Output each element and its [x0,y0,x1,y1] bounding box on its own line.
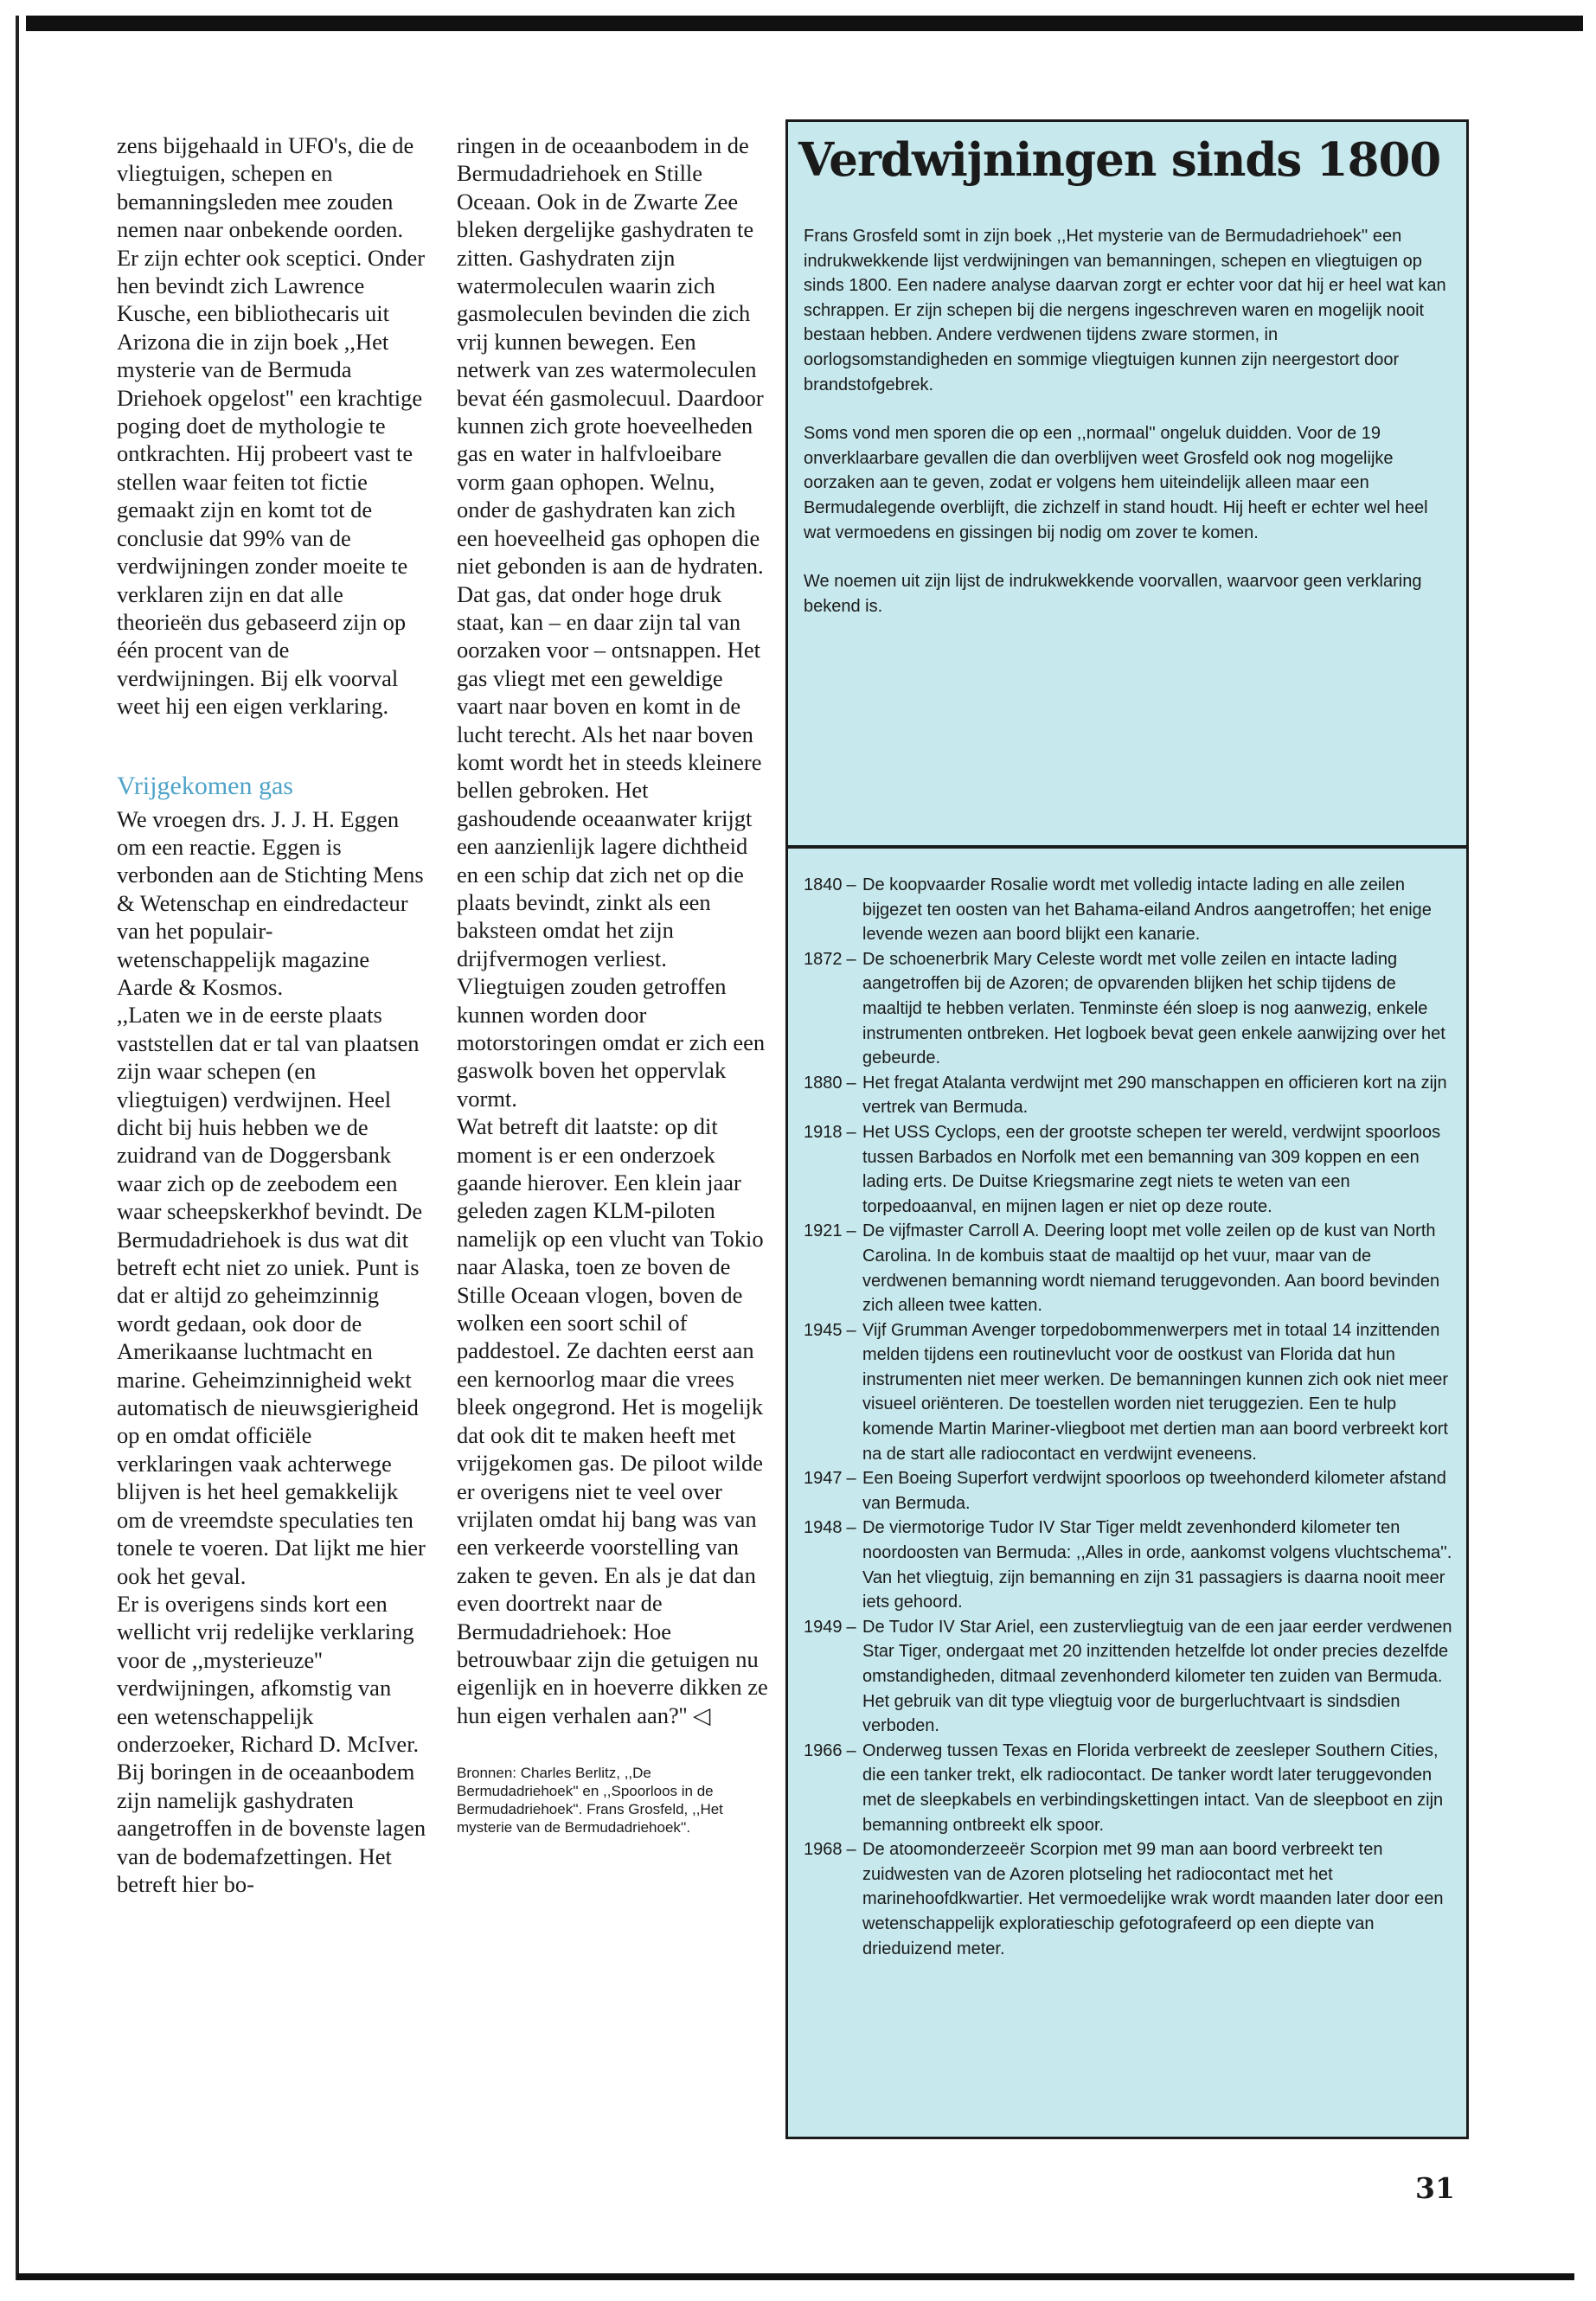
paragraph: ,,Laten we in de eerste plaats vaststellen dat er tal van plaatsen zijn waar schepen (en vliegtuigen) verdwijnen. Heel dicht bij huis hebben we de zuidrand van de Doggersbank waar zich op de zeebodem een waar scheepskerkhof bevindt. De Bermudadriehoek is dus wat dit betreft echt niet zo uniek. Punt is dat er altijd zo geheimzinnig wordt gedaan, ook door de Amerikaanse luchtmacht en marine. Geheimzinnigheid wekt automatisch de nieuwsgierigheid op en omdat officiële verklaringen vaak achterwege blijven is het heel gemakkelijk om de vreemdste speculaties ten tonele te voeren. Dat lijkt me hier ook het geval. [117,1002,426,1589]
subheading: Vrijgekomen gas [117,771,293,800]
event-text: De schoenerbrik Mary Celeste wordt met volle zeilen en intacte lading aangetroffen bij de Azoren; de opvarenden blijken het schip tijdens de maaltijd te hebben verlaten. Tenminste één sloep is nog aanwezig, enkele instrumenten ontbreken. Het logboek bevat geen enkele aanwijzing over het gebeurde. [862,949,1445,1068]
event-item: 1840 – De koopvaarder Rosalie wordt met volledig intacte lading en alle zeilen bijgezet ten oosten van het Bahama-eiland Andros aangetroffen; het enige levende wezen aan boord blijkt een kanarie. [804,873,1459,947]
event-year: 1949 [804,1617,843,1637]
event-item: 1918 – Het USS Cyclops, een der grootste schepen ter wereld, verdwijnt spoorloos tussen Barbados en Norfolk met een bemanning van 309 koppen en een lading erts. De Duitse Kriegsmarine zegt niets te weten van een torpedoaanval, en mijnen lagen er niet op deze route. [804,1120,1459,1219]
event-year: 1880 [804,1073,843,1093]
event-year: 1947 [804,1469,843,1489]
sidebar-intro [804,224,1457,643]
event-year: 1966 [804,1740,843,1760]
event-text: De atoomonderzeeër Scorpion met 99 man aan boord verbreekt ten zuidwesten van de Azoren plotseling het radiocontact met het marinehoofdkwartier. Het vermoedelijke wrak wordt maanden later door een wetenschappelijk exploratieschip gefotografeerd op een diepte van drieduizend meter. [862,1840,1444,1958]
event-text: Het USS Cyclops, een der grootste schepen ter wereld, verdwijnt spoorloos tussen Barbados en Norfolk met een bemanning van 309 koppen en een lading erts. De Duitse Kriegsmarine zegt niets te weten van een torpedoaanval, en mijnen lagen er niet op deze route. [862,1122,1441,1216]
event-text: De viermotorige Tudor IV Star Tiger meldt zevenhonderd kilometer ten noordoosten van Bermuda: ,,Alles in orde, aankomst volgens vluchtschema''. Van het vliegtuig, zijn bemanning en zijn 31 passagiers is daarna nooit meer iets gehoord. [862,1518,1452,1612]
intro-paragraph: Frans Grosfeld somt in zijn boek ,,Het mysterie van de Bermudadriehoek'' een indrukwekkende lijst verdwijningen van bemanningen, schepen en vliegtuigen op sinds 1800. Een nadere analyse daarvan zorgt er echter voor dat hij er heel wat kan schrappen. Er zijn schepen bij die nergens ingeschreven waren en mogelijk nooit bestaan hebben. Andere verdwenen tijdens zware stormen, in oorlogsomstandigheden en sommige vliegtuigen kunnen zijn neergestort door brandstofgebrek. [804,227,1446,394]
paragraph: Wat betreft dit laatste: op dit moment is er een onderzoek gaande hierover. Een klein jaar geleden zagen KLM-piloten namelijk op een vlucht van Tokio naar Alaska, toen ze boven de Stille Oceaan vlogen, boven de wolken een soort schil of paddestoel. Ze dachten eerst aan een kernoorlog maar die vrees bleek ongegrond. Het is mogelijk dat ook dit te maken heeft met vrijgekomen gas. De piloot wilde er overigens niet te veel over vrijlaten omdat hij bang was van een verkeerde voorstelling van zaken te geven. En als je dat dan even doortrekt naar de Bermudadriehoek: Hoe betrouwbaar zijn die getuigen nu eigenlijk en in hoeverre dikken ze hun eigen verhalen aan?'' ◁ [457,1113,768,1728]
event-year: 1948 [804,1518,843,1538]
event-item: 1947 – Een Boeing Superfort verdwijnt spoorloos op tweehonderd kilometer afstand van Bermuda. [804,1466,1459,1516]
event-year: 1872 [804,949,843,969]
event-year: 1918 [804,1122,843,1142]
paragraph: Er is overigens sinds kort een wellicht vrij redelijke verklaring voor de ,,mysterieuze'' verdwijningen, afkomstig van een wetenschappelijk onderzoeker, Richard D. McIver. Bij boringen in de oceaanbodem zijn namelijk gashydraten aangetroffen in de bovenste lagen van de bodemafzettingen. Het betreft hier bo- [117,1590,426,1897]
sources-note: Bronnen: Charles Berlitz, ,,De Bermudadriehoek'' en ,,Spoorloos in de Bermudadriehoek''. Frans Grosfeld, ,,Het mysterie van de Bermudadriehoek''. [457,1765,723,1836]
event-list [804,873,1459,1961]
sidebar-box [785,119,1469,2139]
event-item: 1921 – De vijfmaster Carroll A. Deering loopt met volle zeilen op de kust van North Carolina. In de kombuis staat de maaltijd op het vuur, maar van de verdwenen bemanning wordt niemand teruggevonden. Aan boord bevinden zich alleen twee katten. [804,1219,1459,1317]
paragraph: zens bijgehaald in UFO's, die de vliegtuigen, schepen en bemanningsleden mee zouden nemen naar onbekende oorden. [117,132,414,243]
article-column-1 [117,131,428,1898]
event-item: 1945 – Vijf Grumman Avenger torpedobommenwerpers met in totaal 14 inzittenden melden tijdens een routinevlucht voor de oostkust van Florida dat hun instrumenten niet meer werken. De bemanningen kunnen zich ook niet meer visueel oriënteren. De toestellen worden niet teruggezien. Een te hulp komende Martin Mariner-vliegboot met dertien man aan boord verbreekt kort na de start alle radiocontact en verdwijnt eveneens. [804,1318,1459,1467]
sidebar-title: Verdwijningen sinds 1800 [798,133,1441,187]
event-text: De koopvaarder Rosalie wordt met volledig intacte lading en alle zeilen bijgezet ten oosten van het Bahama-eiland Andros aangetroffen; het enige levende wezen aan boord blijkt een kanarie. [862,875,1432,945]
event-item: 1968 – De atoomonderzeeër Scorpion met 99 man aan boord verbreekt ten zuidwesten van de Azoren plotseling het radiocontact met het marinehoofdkwartier. Het vermoedelijke wrak wordt maanden later door een wetenschappelijk exploratieschip gefotografeerd op een diepte van drieduizend meter. [804,1837,1459,1961]
paragraph: Er zijn echter ook sceptici. Onder hen bevindt zich Lawrence Kusche, een bibliothecaris uit Arizona die in zijn boek ,,Het mysterie van de Bermuda Driehoek opgelost'' een krachtige poging doet de mythologie te ontkrachten. Hij probeert vast te stellen waar feiten tot fictie gemaakt zijn en komt tot de conclusie dat 99% van de verdwijningen zonder moeite te verklaren zijn en dat alle theorieën dus gebaseerd zijn op één procent van de verdwijningen. Bij elk voorval weet hij een eigen verklaring. [117,244,426,720]
event-text: De Tudor IV Star Ariel, een zustervliegtuig van de een jaar eerder verdwenen Star Tiger, ondergaat met 20 inzittenden hetzelfde lot onder precies dezelfde omstandigheden, ditmaal zevenhonderd kilometer ten zuiden van Bermuda. Het gebruik van dit type vliegtuig voor de burgerluchtvaart is sindsdien verboden. [862,1617,1452,1736]
event-item: 1872 – De schoenerbrik Mary Celeste wordt met volle zeilen en intacte lading aangetroffen bij de Azoren; de opvarenden blijken het schip tijdens de maaltijd te hebben verlaten. Tenminste één sloep is nog aanwezig, enkele instrumenten ontbreken. Het logboek bevat geen enkele aanwijzing over het gebeurde. [804,947,1459,1071]
page-number: 31 [1415,2171,1455,2205]
left-rule [16,16,19,2280]
event-text: Onderweg tussen Texas en Florida verbreekt de zeesleper Southern Cities, die een tanker trekt, elk radiocontact. De tanker wordt later teruggevonden met de sleepkabels en verbindingskettingen intact. Van de sleepboot en zijn bemanning ontbreekt elk spoor. [862,1740,1444,1835]
event-text: Vijf Grumman Avenger torpedobommenwerpers met in totaal 14 inzittenden melden tijdens een routinevlucht voor de oostkust van Florida dat hun instrumenten niet meer werken. De bemanningen kunnen zich ook niet meer visueel oriënteren. De toestellen worden niet teruggezien. Een te hulp komende Martin Mariner-vliegboot met dertien man aan boord verbreekt kort na de start alle radiocontact en verdwijnt eveneens. [862,1320,1449,1464]
event-year: 1968 [804,1840,843,1860]
event-year: 1945 [804,1320,843,1340]
paragraph: We vroegen drs. J. J. H. Eggen om een reactie. Eggen is verbonden aan de Stichting Mens & Wetenschap en eindredacteur van het populair-wetenschappelijk magazine Aarde & Kosmos. [117,805,424,1000]
event-year: 1921 [804,1221,843,1241]
event-text: De vijfmaster Carroll A. Deering loopt met volle zeilen op de kust van North Carolina. In de kombuis staat de maaltijd op het vuur, maar van de verdwenen bemanning wordt niemand teruggevonden. Aan boord bevinden zich alleen twee katten. [862,1221,1440,1316]
event-text: Een Boeing Superfort verdwijnt spoorloos op tweehonderd kilometer afstand van Bermuda. [862,1469,1446,1513]
sidebar-divider [788,845,1466,849]
article-column-2 [457,131,768,1836]
event-year: 1840 [804,875,843,894]
intro-paragraph: Soms vond men sporen die op een ,,normaal'' ongeluk duidden. Voor de 19 onverklaarbare gevallen die dan overblijven weet Grosfeld ook nog mogelijke oorzaken aan te geven, zodat er volgens hem uiteindelijk alleen maar een Bermudalegende overblijft, die zichzelf in stand houdt. Hij heeft er echter wel heel wat vermoedens en gissingen bij nodig om zover te komen. [804,424,1428,542]
paragraph: ringen in de oceaanbodem in de Bermudadriehoek en Stille Oceaan. Ook in de Zwarte Zee bleken dergelijke gashydraten te zitten. Gashydraten zijn watermoleculen waarin zich gasmoleculen bevinden die zich vrij kunnen bewegen. Een netwerk van zes watermoleculen bevat één gasmolecuul. Daardoor kunnen zich grote hoeveelheden gas en water in halfvloeibare vorm gaan ophopen. Welnu, onder de gashydraten kan zich een hoeveelheid gas ophopen die niet gebonden is aan de hydraten. Dat gas, dat onder hoge druk staat, kan – en daar zijn tal van oorzaken voor – ontsnappen. Het gas vliegt met een geweldige vaart naar boven en komt in de lucht terecht. Als het naar boven komt wordt het in steeds kleinere bellen gebroken. Het gashoudende oceaanwater krijgt een aanzienlijk lagere dichtheid en een schip dat zich net op die plaats bevindt, zinkt als een baksteen omdat het zijn drijfvermogen verliest. Vliegtuigen zouden getroffen kunnen worden door motorstoringen omdat er zich een gaswolk boven het oppervlak vormt. [457,132,766,1112]
intro-paragraph: We noemen uit zijn lijst de indrukwekkende voorvallen, waarvoor geen verklaring bekend is. [804,572,1422,616]
event-item: 1880 – Het fregat Atalanta verdwijnt met 290 manschappen en officieren kort na zijn vertrek van Bermuda. [804,1071,1459,1120]
event-item: 1966 – Onderweg tussen Texas en Florida verbreekt de zeesleper Southern Cities, die een tanker trekt, elk radiocontact. De tanker wordt later teruggevonden met de sleepkabels en verbindingskettingen intact. Van de sleepboot en zijn bemanning ontbreekt elk spoor. [804,1739,1459,1837]
bottom-rule [17,2273,1574,2280]
top-rule [26,16,1583,31]
event-text: Het fregat Atalanta verdwijnt met 290 manschappen en officieren kort na zijn vertrek van Bermuda. [862,1073,1447,1118]
event-item: 1948 – De viermotorige Tudor IV Star Tiger meldt zevenhonderd kilometer ten noordoosten van Bermuda: ,,Alles in orde, aankomst volgens vluchtschema''. Van het vliegtuig, zijn bemanning en zijn 31 passagiers is daarna nooit meer iets gehoord. [804,1516,1459,1614]
event-item: 1949 – De Tudor IV Star Ariel, een zustervliegtuig van de een jaar eerder verdwenen Star Tiger, ondergaat met 20 inzittenden hetzelfde lot onder precies dezelfde omstandigheden, ditmaal zevenhonderd kilometer ten zuiden van Bermuda. Het gebruik van dit type vliegtuig voor de burgerluchtvaart is sindsdien verboden. [804,1615,1459,1739]
